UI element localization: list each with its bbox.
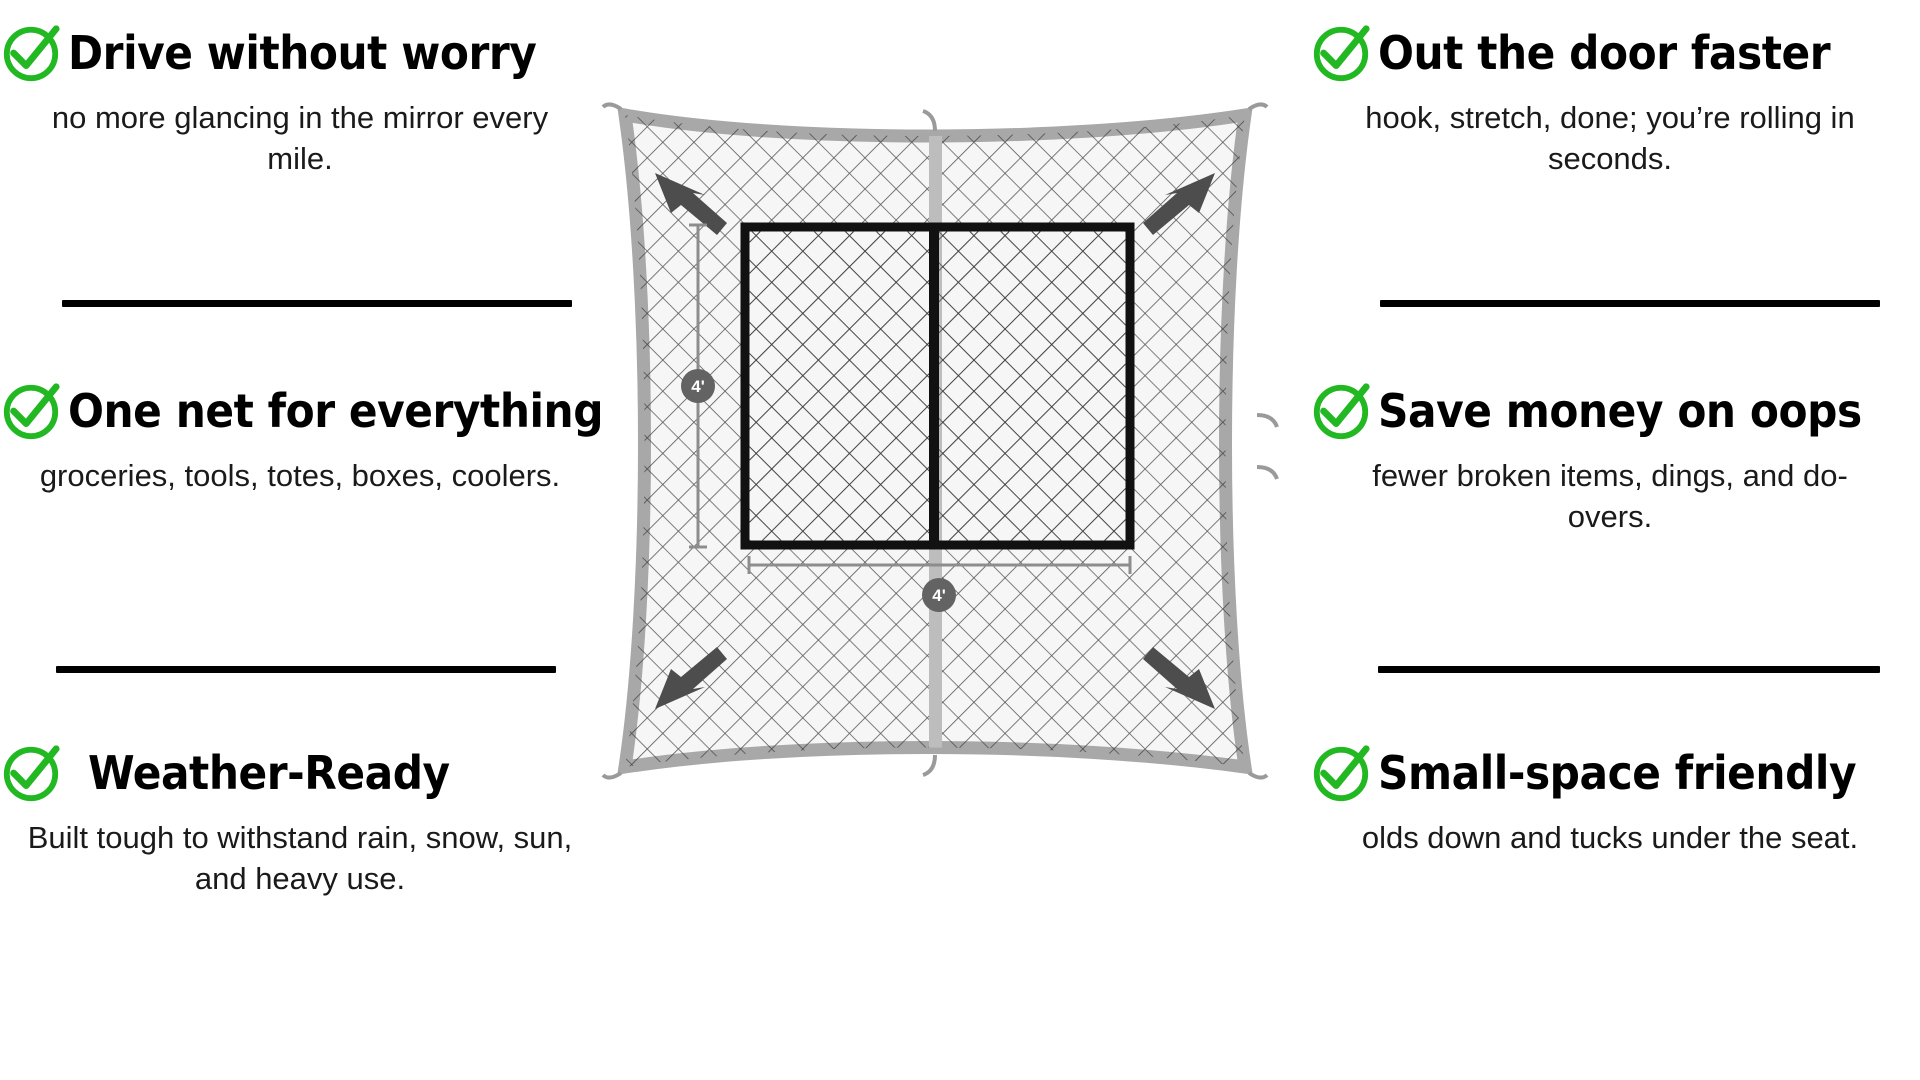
feature-save-money-on-oops xyxy=(1310,380,1910,538)
feature-one-net-for-everything xyxy=(0,380,604,497)
feature-title: Small-space friendly xyxy=(1378,746,1857,800)
feature-body: no more glancing in the mirror every mile. xyxy=(51,100,549,176)
section-divider xyxy=(1380,300,1880,307)
feature-body: olds down and tucks under the seat. xyxy=(1361,820,1859,855)
dimension-badge-left-label: 4' xyxy=(691,377,705,396)
feature-small-space-friendly xyxy=(1310,742,1910,859)
feature-title: Save money on oops xyxy=(1378,384,1862,438)
feature-body: hook, stretch, done; you’re rolling in seconds. xyxy=(1365,100,1855,176)
cargo-net-svg xyxy=(585,95,1335,795)
cargo-net-illustration xyxy=(585,95,1335,795)
dimension-badge-bottom-label: 4' xyxy=(932,586,946,605)
feature-title: Weather-Ready xyxy=(88,746,450,800)
section-divider xyxy=(1378,666,1880,673)
feature-out-the-door-faster xyxy=(1310,22,1910,180)
feature-heading xyxy=(0,22,600,84)
net-inner-mesh xyxy=(749,227,1126,547)
check-circle-icon xyxy=(0,742,62,804)
feature-body: groceries, tools, totes, boxes, coolers. xyxy=(39,458,561,493)
feature-heading xyxy=(0,380,604,442)
feature-drive-without-worry xyxy=(0,22,600,180)
section-divider xyxy=(56,666,556,673)
feature-title: Out the door faster xyxy=(1378,26,1831,80)
feature-weather-ready xyxy=(0,742,600,900)
feature-heading xyxy=(0,742,600,804)
feature-heading xyxy=(1310,742,1910,804)
check-circle-icon xyxy=(1310,22,1372,84)
feature-heading xyxy=(1310,22,1910,84)
feature-title: Drive without worry xyxy=(68,26,537,80)
section-divider xyxy=(62,300,572,307)
feature-heading xyxy=(1310,380,1910,442)
check-circle-icon xyxy=(0,22,62,84)
check-circle-icon xyxy=(0,380,62,442)
feature-title: One net for everything xyxy=(68,384,604,438)
feature-body: Built tough to withstand rain, snow, sun, and heavy use. xyxy=(27,820,573,896)
feature-body: fewer broken items, dings, and do-overs. xyxy=(1372,458,1848,534)
